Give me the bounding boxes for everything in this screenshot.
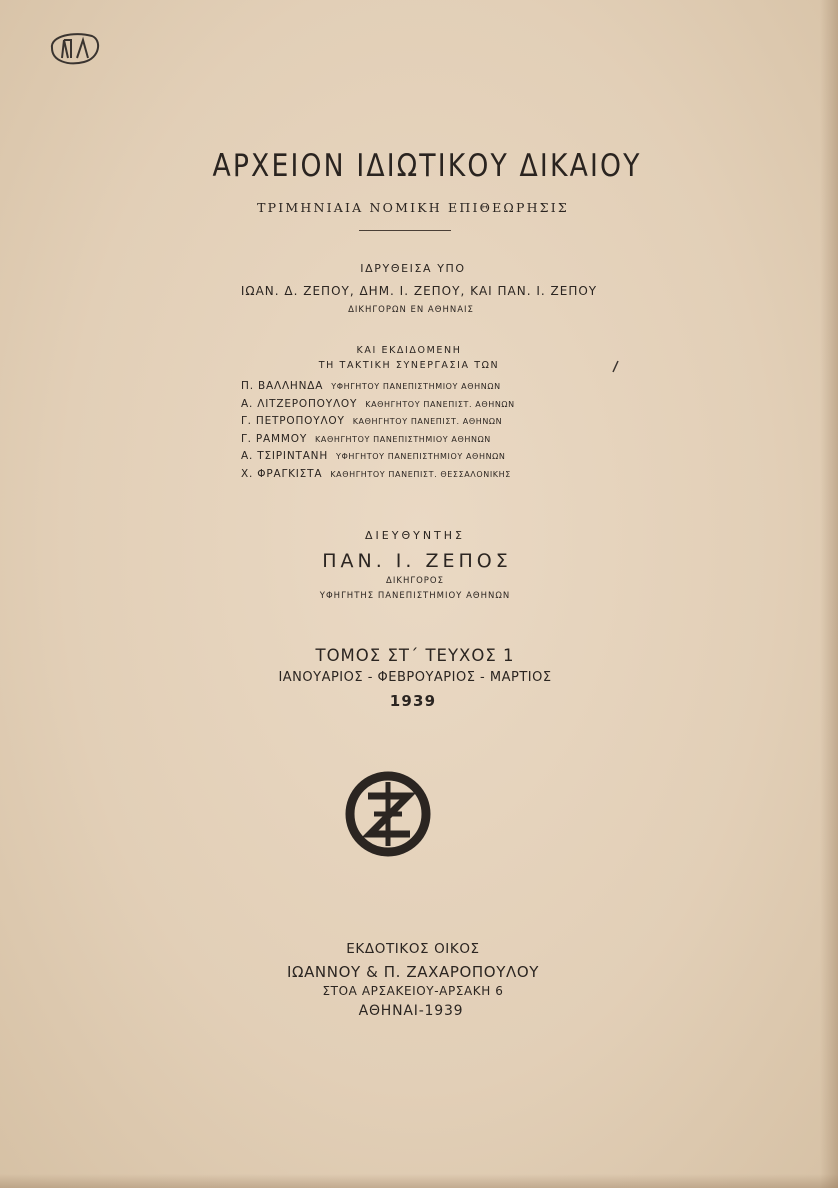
director-name: ΠΑΝ. Ι. ΖΕΠΟΣ bbox=[322, 550, 512, 572]
collaborators-list bbox=[241, 380, 571, 485]
director-label: ΔΙΕΥΘΥΝΤΗΣ bbox=[365, 529, 465, 542]
founders-names: ΙΩΑΝ. Δ. ΖΕΠΟΥ, ΔΗΜ. Ι. ΖΕΠΟΥ, ΚΑΙ ΠΑΝ. Ι. ΖΕΠΟΥ bbox=[240, 284, 598, 298]
director-position: ΥΦΗΓΗΤΗΣ ΠΑΝΕΠΙΣΤΗΜΙΟΥ ΑΘΗΝΩΝ bbox=[319, 591, 511, 601]
collaborator-item bbox=[241, 398, 571, 416]
paper-edge-shadow-bottom bbox=[0, 1174, 838, 1188]
collaborator-title: ΚΑΘΗΓΗΤΟΥ ΠΑΝΕΠΙΣΤΗΜΙΟΥ ΑΘΗΝΩΝ bbox=[315, 434, 491, 444]
collaborator-item bbox=[241, 415, 571, 433]
publisher-city: ΑΘΗΝΑΙ-1939 bbox=[358, 1003, 464, 1019]
issue-year: 1939 bbox=[389, 692, 437, 710]
handwritten-stamp bbox=[44, 28, 104, 68]
journal-subtitle: ΤΡΙΜΗΝΙΑΙΑ ΝΟΜΙΚΗ ΕΠΙΘΕΩΡΗΣΙΣ bbox=[257, 200, 569, 215]
collaborator-item bbox=[241, 433, 571, 451]
publisher-names: ΙΩΑΝΝΟΥ & Π. ΖΑΧΑΡΟΠΟΥΛΟΥ bbox=[286, 963, 539, 981]
founders-role: ΔΙΚΗΓΟΡΩΝ ΕΝ ΑΘΗΝΑΙΣ bbox=[348, 305, 474, 315]
collaborator-item bbox=[241, 450, 571, 468]
publisher-house: ΕΚΔΟΤΙΚΟΣ ΟΙΚΟΣ bbox=[346, 941, 480, 957]
collaborator-item bbox=[241, 468, 571, 486]
publisher-emblem-icon bbox=[342, 768, 434, 860]
publisher-address: ΣΤΟΑ ΑΡΣΑΚΕΙΟΥ-ΑΡΣΑΚΗ 6 bbox=[322, 984, 504, 998]
collaborator-name: Γ. ΡΑΜΜΟΥ bbox=[241, 432, 308, 445]
collaborator-name: Χ. ΦΡΑΓΚΙΣΤΑ bbox=[241, 467, 323, 480]
collaborator-name: Π. ΒΑΛΛΗΝΔΑ bbox=[241, 380, 324, 392]
journal-title: ΑΡΧΕΙΟΝ ΙΔΙΩΤΙΚΟΥ ΔΙΚΑΙΟΥ bbox=[212, 148, 642, 184]
collaborator-title: ΥΦΗΓΗΤΟΥ ΠΑΝΕΠΙΣΤΗΜΙΟΥ ΑΘΗΝΩΝ bbox=[336, 452, 506, 461]
collaborator-title: ΚΑΘΗΓΗΤΟΥ ΠΑΝΕΠΙΣΤ. ΑΘΗΝΩΝ bbox=[365, 399, 515, 409]
pencil-mark bbox=[610, 360, 620, 374]
collaborator-title: ΚΑΘΗΓΗΤΟΥ ΠΑΝΕΠΙΣΤ. ΑΘΗΝΩΝ bbox=[352, 417, 503, 426]
published-line-2: ΤΗ ΤΑΚΤΙΚΗ ΣΥΝΕΡΓΑΣΙΑ ΤΩΝ bbox=[318, 360, 500, 371]
collaborator-item bbox=[241, 380, 571, 398]
collaborator-name: Γ. ΠΕΤΡΟΠΟΥΛΟΥ bbox=[241, 415, 345, 427]
collaborator-title: ΚΑΘΗΓΗΤΟΥ ΠΑΝΕΠΙΣΤ. ΘΕΣΣΑΛΟΝΙΚΗΣ bbox=[330, 469, 511, 479]
issue-months: ΙΑΝΟΥΑΡΙΟΣ - ΦΕΒΡΟΥΑΡΙΟΣ - ΜΑΡΤΙΟΣ bbox=[278, 670, 552, 685]
collaborator-name: Α. ΤΣΙΡΙΝΤΑΝΗ bbox=[241, 450, 329, 462]
director-profession: ΔΙΚΗΓΟΡΟΣ bbox=[386, 576, 444, 586]
volume-issue: ΤΟΜΟΣ ΣΤ΄ ΤΕΥΧΟΣ 1 bbox=[315, 646, 515, 665]
title-divider bbox=[359, 230, 451, 231]
published-line-1: ΚΑΙ ΕΚΔΙΔΟΜΕΝΗ bbox=[356, 345, 462, 356]
founded-by-label: ΙΔΡΥΘΕΙΣΑ ΥΠΟ bbox=[360, 262, 466, 275]
collaborator-title: ΥΦΗΓΗΤΟΥ ΠΑΝΕΠΙΣΤΗΜΙΟΥ ΑΘΗΝΩΝ bbox=[331, 382, 501, 391]
collaborator-name: Α. ΛΙΤΖΕΡΟΠΟΥΛΟΥ bbox=[241, 397, 358, 410]
